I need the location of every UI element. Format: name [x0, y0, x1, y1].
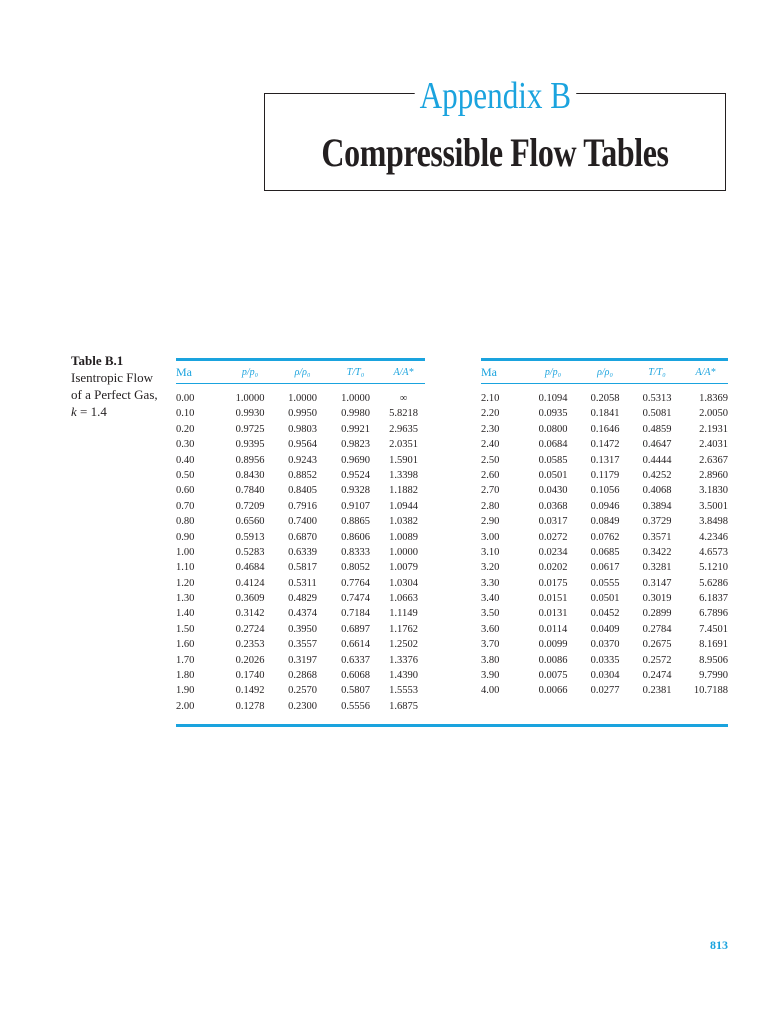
table-cell: 0.9328	[341, 485, 370, 497]
table-cell: 1.1762	[389, 623, 418, 635]
table-cell: 0.9690	[341, 454, 370, 466]
table-cell: 0.2026	[235, 654, 265, 666]
table-cell: 1.70	[176, 654, 195, 666]
table-cell: 0.3142	[235, 608, 265, 620]
table-row	[481, 530, 728, 545]
table-cell: 3.30	[481, 577, 500, 589]
table-cell: 4.2346	[699, 531, 728, 543]
table-cell: 3.20	[481, 562, 500, 574]
column-header-temperature-ratio: T/T₀	[346, 366, 365, 378]
table-row	[481, 391, 728, 406]
table-cell: 0.0409	[590, 623, 620, 635]
table-cell: 0.7209	[235, 500, 265, 512]
table-cell: 0.9564	[288, 439, 317, 451]
table-cell: 3.70	[481, 639, 500, 651]
column-header-area-ratio: A/A*	[695, 366, 716, 378]
table-cell: 1.1882	[389, 485, 418, 497]
table-cell: 0.10	[176, 408, 195, 420]
table-cell: 1.0000	[235, 393, 265, 404]
table-cell: 0.2381	[642, 685, 672, 697]
table-row	[176, 591, 425, 606]
table-row	[481, 606, 728, 621]
table-cell: 1.20	[176, 577, 195, 589]
table-cell: 0.4374	[288, 608, 317, 620]
table-cell: 0.0317	[538, 516, 568, 528]
table-cell: 1.2502	[389, 639, 418, 651]
table-cell: 0.7764	[341, 577, 370, 589]
table-cell: 0.3147	[642, 577, 672, 589]
table-row	[481, 576, 728, 591]
table-cell: 0.8865	[341, 516, 370, 528]
table-row	[481, 453, 728, 468]
table-cell: 0.2784	[642, 623, 672, 635]
page-title: Compressible Flow Tables	[321, 130, 669, 175]
table-cell: 3.8498	[699, 516, 728, 528]
table-cell: 0.2300	[288, 700, 317, 712]
table-cell: 8.1691	[699, 639, 728, 651]
table-cell: 0.9980	[341, 408, 370, 420]
table-cell: 0.0151	[538, 593, 568, 605]
table-cell: 1.0089	[389, 531, 418, 543]
table-cell: 0.0585	[538, 454, 568, 466]
table-cell: 0.30	[176, 439, 195, 451]
table-cell: 1.0000	[288, 393, 317, 404]
table-cell: 2.00	[176, 700, 195, 712]
table-cell: 9.7990	[699, 670, 728, 682]
table-cell: 4.6573	[699, 546, 728, 558]
table-row	[481, 422, 728, 437]
table-cell: 1.4390	[389, 670, 418, 682]
table-cell: 0.3019	[642, 593, 672, 605]
table-row	[481, 437, 728, 452]
table-cell: 0.0849	[590, 516, 620, 528]
table-cell: 0.9395	[235, 439, 265, 451]
table-cell: 2.40	[481, 439, 500, 451]
table-row	[481, 406, 728, 421]
table-cell: 2.6367	[699, 454, 728, 466]
table-cell: 0.3609	[235, 593, 265, 605]
table-cell: 0.3281	[642, 562, 672, 574]
table-cell: 1.30	[176, 593, 195, 605]
table-cell: 0.7840	[235, 485, 265, 497]
table-cell: 0.0272	[538, 531, 568, 543]
table-cell: 2.50	[481, 454, 500, 466]
table-cell: 3.40	[481, 593, 500, 605]
table-cell: 0.0370	[590, 639, 620, 651]
table-cell: 0.3422	[642, 546, 672, 558]
table-header-row	[176, 361, 425, 384]
table-cell: 0.0175	[538, 577, 568, 589]
table-cell: 1.3398	[389, 469, 418, 481]
table-cell: 1.0000	[341, 393, 370, 404]
table-cell: 0.9930	[235, 408, 265, 420]
table-cell: 0.6614	[341, 639, 370, 651]
table-cell: 2.1931	[699, 423, 728, 435]
table-row	[176, 637, 425, 652]
table-cell: 2.90	[481, 516, 500, 528]
column-header-density-ratio: ρ/ρ₀	[597, 366, 613, 378]
table-row	[176, 668, 425, 683]
table-cell: ∞	[399, 393, 408, 404]
table-cell: 1.00	[176, 546, 195, 558]
table-cell: 0.6337	[341, 654, 370, 666]
table-cell: 0.0617	[590, 562, 620, 574]
table-row	[481, 622, 728, 637]
table-cell: 0.2868	[288, 670, 317, 682]
table-row	[481, 653, 728, 668]
table-cell: 2.9635	[389, 423, 418, 435]
table-body-right	[481, 384, 728, 699]
table-row	[176, 391, 425, 406]
table-row	[481, 468, 728, 483]
table-cell: 3.60	[481, 623, 500, 635]
table-cell: 0.0234	[538, 546, 568, 558]
table-cell: 0.4068	[642, 485, 672, 497]
table-cell: 0.80	[176, 516, 195, 528]
table-cell: 0.3729	[642, 516, 672, 528]
table-cell: 0.0202	[538, 562, 568, 574]
table-cell: 0.0685	[590, 546, 620, 558]
caption-line-2: of a Perfect Gas,	[71, 387, 158, 402]
table-cell: 1.0079	[389, 562, 418, 574]
table-cell: 0.0099	[538, 639, 568, 651]
table-cell: 1.0944	[389, 500, 418, 512]
table-cell: 1.60	[176, 639, 195, 651]
table-cell: 0.9803	[288, 423, 317, 435]
table-cell: 0.2899	[642, 608, 672, 620]
table-cell: 0.0335	[590, 654, 620, 666]
table-cell: 0.0684	[538, 439, 568, 451]
table-cell: 1.6875	[389, 700, 418, 712]
column-header-ma: Ma	[481, 364, 497, 379]
table-cell: 0.0131	[538, 608, 568, 620]
table-cell: 0.9823	[341, 439, 370, 451]
table-row	[176, 653, 425, 668]
table-row	[176, 576, 425, 591]
table-cell: 2.10	[481, 393, 500, 404]
table-cell: 0.3950	[288, 623, 317, 635]
table-cell: 0.8405	[288, 485, 317, 497]
table-cell: 0.4252	[642, 469, 672, 481]
table-cell: 2.60	[481, 469, 500, 481]
table-cell: 0.8430	[235, 469, 265, 481]
table-cell: 0.0430	[538, 485, 568, 497]
table-caption	[71, 352, 171, 420]
column-header-density-ratio: ρ/ρ₀	[294, 366, 311, 378]
table-cell: 0.00	[176, 393, 195, 404]
table-row	[176, 514, 425, 529]
table-cell: 0.90	[176, 531, 195, 543]
appendix-heading: Appendix B	[414, 76, 575, 116]
table-cell: 2.30	[481, 423, 500, 435]
table-cell: 0.1094	[538, 393, 568, 404]
table-cell: 0.60	[176, 485, 195, 497]
table-cell: 0.2675	[642, 639, 672, 651]
table-cell: 0.9243	[288, 454, 317, 466]
table-cell: 0.1740	[235, 670, 265, 682]
table-label: Table B.1	[71, 353, 124, 368]
table-cell: 0.5283	[235, 546, 265, 558]
table-row	[176, 699, 425, 714]
table-cell: 0.0946	[590, 500, 620, 512]
table-cell: 3.50	[481, 608, 500, 620]
table-bottom-rule	[176, 724, 728, 727]
table-row	[481, 591, 728, 606]
table-cell: 0.2353	[235, 639, 265, 651]
table-header-row	[481, 361, 728, 384]
table-cell: 0.40	[176, 454, 195, 466]
table-cell: 0.6897	[341, 623, 370, 635]
column-header-ma: Ma	[176, 364, 192, 379]
table-cell: 0.6339	[288, 546, 317, 558]
table-cell: 0.7184	[341, 608, 370, 620]
table-cell: 0.9524	[341, 469, 370, 481]
column-header-pressure-ratio: p/p₀	[241, 366, 259, 378]
table-cell: 0.0066	[538, 685, 568, 697]
table-cell: 3.00	[481, 531, 500, 543]
table-cell: 0.0304	[590, 670, 620, 682]
table-cell: 0.2474	[642, 670, 672, 682]
table-cell: 0.8333	[341, 546, 370, 558]
table-cell: 1.1149	[389, 608, 418, 620]
table-cell: 0.0075	[538, 670, 568, 682]
table-row	[481, 499, 728, 514]
table-cell: 0.0368	[538, 500, 568, 512]
table-cell: 0.0086	[538, 654, 568, 666]
table-row	[176, 622, 425, 637]
table-cell: 0.1278	[235, 700, 265, 712]
table-cell: 0.4647	[642, 439, 672, 451]
table-cell: 0.1492	[235, 685, 265, 697]
table-cell: 6.7896	[699, 608, 728, 620]
table-cell: 0.4444	[642, 454, 672, 466]
table-cell: 1.0304	[389, 577, 418, 589]
table-row	[176, 483, 425, 498]
table-row	[176, 453, 425, 468]
table-cell: 0.3197	[288, 654, 317, 666]
column-header-area-ratio: A/A*	[393, 366, 414, 378]
table-row	[481, 668, 728, 683]
table-cell: 0.2570	[288, 685, 317, 697]
table-cell: 0.0501	[590, 593, 620, 605]
table-cell: 0.0277	[590, 685, 620, 697]
table-cell: 0.3894	[642, 500, 672, 512]
table-cell: 3.80	[481, 654, 500, 666]
table-cell: 3.90	[481, 670, 500, 682]
table-cell: 1.0382	[389, 516, 418, 528]
table-cell: 0.4124	[235, 577, 265, 589]
table-row	[176, 406, 425, 421]
table-cell: 2.70	[481, 485, 500, 497]
table-cell: 0.1841	[590, 408, 620, 420]
table-cell: 1.40	[176, 608, 195, 620]
table-cell: 3.10	[481, 546, 500, 558]
table-cell: 0.0935	[538, 408, 568, 420]
table-cell: 0.0555	[590, 577, 620, 589]
table-row	[176, 468, 425, 483]
caption-line-3: k = 1.4	[71, 404, 107, 419]
table-cell: 0.9107	[341, 500, 370, 512]
table-cell: 0.7474	[341, 593, 370, 605]
table-row	[176, 560, 425, 575]
table-cell: 2.80	[481, 500, 500, 512]
table-cell: 0.0452	[590, 608, 620, 620]
table-cell: 2.20	[481, 408, 500, 420]
table-cell: 0.7916	[288, 500, 317, 512]
table-cell: 1.3376	[389, 654, 418, 666]
table-cell: 0.8052	[341, 562, 370, 574]
table-cell: 0.8956	[235, 454, 265, 466]
table-cell: 1.90	[176, 685, 195, 697]
table-cell: 0.0800	[538, 423, 568, 435]
table-cell: 1.50	[176, 623, 195, 635]
column-header-temperature-ratio: T/T₀	[648, 366, 666, 378]
table-cell: 0.2058	[590, 393, 620, 404]
table-cell: 7.4501	[699, 623, 728, 635]
table-row	[481, 514, 728, 529]
table-row	[481, 560, 728, 575]
table-cell: 0.6560	[235, 516, 265, 528]
table-right-half	[481, 358, 728, 699]
table-cell: 0.20	[176, 423, 195, 435]
table-row	[176, 606, 425, 621]
table-row	[481, 637, 728, 652]
table-cell: 5.6286	[699, 577, 728, 589]
table-cell: 0.2572	[642, 654, 672, 666]
table-cell: 1.10	[176, 562, 195, 574]
table-cell: 0.70	[176, 500, 195, 512]
table-cell: 3.5001	[699, 500, 728, 512]
table-cell: 0.8606	[341, 531, 370, 543]
table-cell: 0.1317	[590, 454, 620, 466]
table-cell: 0.0114	[538, 623, 568, 635]
table-cell: 3.1830	[699, 485, 728, 497]
table-cell: 0.1179	[590, 469, 620, 481]
table-cell: 2.0351	[389, 439, 418, 451]
table-row	[481, 545, 728, 560]
table-cell: 0.2724	[235, 623, 265, 635]
table-left-half	[176, 358, 425, 714]
table-cell: 0.0762	[590, 531, 620, 543]
table-cell: 0.5817	[288, 562, 317, 574]
table-cell: 0.1472	[590, 439, 620, 451]
table-cell: 0.3571	[642, 531, 672, 543]
table-cell: 0.9725	[235, 423, 265, 435]
table-row	[176, 422, 425, 437]
table-body-left	[176, 384, 425, 714]
table-cell: 4.00	[481, 685, 500, 697]
table-cell: 0.5311	[288, 577, 317, 589]
table-cell: 1.5901	[389, 454, 418, 466]
caption-line-1: Isentropic Flow	[71, 370, 153, 385]
table-cell: 8.9506	[699, 654, 728, 666]
table-cell: 0.6870	[288, 531, 317, 543]
table-cell: 0.5807	[341, 685, 370, 697]
table-cell: 1.0663	[389, 593, 418, 605]
table-row	[176, 499, 425, 514]
table-cell: 0.4859	[642, 423, 672, 435]
table-cell: 0.5313	[642, 393, 672, 404]
table-cell: 0.4829	[288, 593, 317, 605]
table-cell: 10.7188	[693, 685, 728, 697]
table-cell: 1.8369	[699, 393, 728, 404]
table-cell: 0.3557	[288, 639, 317, 651]
table-cell: 0.4684	[235, 562, 265, 574]
page-number: 813	[710, 938, 728, 952]
table-cell: 2.4031	[699, 439, 728, 451]
table-cell: 5.1210	[699, 562, 728, 574]
table-row	[481, 483, 728, 498]
table-cell: 0.7400	[288, 516, 317, 528]
table-cell: 0.1646	[590, 423, 620, 435]
title-box	[264, 75, 726, 191]
table-cell: 1.80	[176, 670, 195, 682]
table-cell: 0.9950	[288, 408, 317, 420]
table-cell: 0.1056	[590, 485, 620, 497]
table-cell: 6.1837	[699, 593, 728, 605]
table-row	[176, 545, 425, 560]
table-cell: 0.50	[176, 469, 195, 481]
table-cell: 0.9921	[341, 423, 370, 435]
table-row	[176, 437, 425, 452]
table-cell: 0.6068	[341, 670, 370, 682]
table-row	[176, 683, 425, 698]
table-cell: 0.5556	[341, 700, 370, 712]
table-cell: 0.8852	[288, 469, 317, 481]
table-cell: 2.8960	[699, 469, 728, 481]
table-cell: 0.5081	[642, 408, 672, 420]
column-header-pressure-ratio: p/p₀	[544, 366, 562, 378]
table-cell: 0.5913	[235, 531, 265, 543]
table-cell: 1.0000	[389, 546, 418, 558]
table-cell: 1.5553	[389, 685, 418, 697]
table-row	[176, 530, 425, 545]
table-cell: 0.0501	[538, 469, 568, 481]
table-cell: 2.0050	[699, 408, 728, 420]
table-row	[481, 683, 728, 698]
table-cell: 5.8218	[389, 408, 418, 420]
